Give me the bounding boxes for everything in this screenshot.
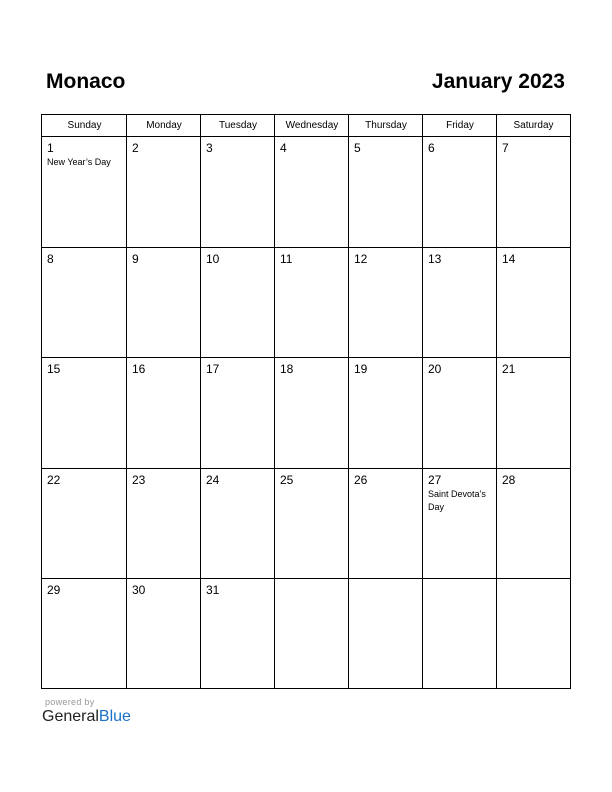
day-number: 14 [502,252,516,266]
day-cell [423,358,497,469]
weekday-header-tuesday: Tuesday [219,120,257,131]
day-number: 30 [132,583,146,597]
weekday-header-wednesday: Wednesday [285,120,339,131]
empty-day-cell [349,579,423,688]
day-number: 19 [354,362,368,376]
day-cell [497,469,570,579]
day-cell [349,358,423,469]
day-cell [275,358,349,469]
day-cell [42,358,127,469]
day-cell [275,469,349,579]
weekday-header-saturday: Saturday [513,120,554,131]
day-cell [42,248,127,358]
day-number: 17 [206,362,220,376]
day-number: 6 [428,141,435,155]
day-number: 31 [206,583,220,597]
empty-day-cell [275,579,349,688]
day-number: 12 [354,252,368,266]
day-cell [275,248,349,358]
day-cell [497,248,570,358]
month-year-title: January 2023 [431,70,565,93]
day-number: 11 [280,252,293,266]
day-number: 13 [428,252,442,266]
day-cell [42,579,127,688]
day-cell [275,137,349,248]
day-number: 7 [502,141,509,155]
day-cell [497,137,570,248]
day-cell [423,137,497,248]
day-number: 1 [47,141,54,155]
day-cell [201,248,275,358]
day-number: 29 [47,583,61,597]
day-cell [349,469,423,579]
empty-day-cell [497,579,570,688]
weekday-header-thursday: Thursday [365,120,407,131]
day-cell [349,248,423,358]
day-cell [127,358,201,469]
day-cell [201,579,275,688]
day-cell [201,358,275,469]
brand-blue-text: Blue [98,708,131,725]
weekday-header-sunday: Sunday [67,120,102,131]
day-number: 3 [206,141,213,155]
day-number: 10 [206,252,220,266]
day-cell [127,137,201,248]
day-number: 26 [354,473,368,487]
day-cell [349,137,423,248]
day-number: 23 [132,473,146,487]
day-cell [127,469,201,579]
calendar-grid [41,114,571,689]
powered-by-label: powered by [45,697,95,707]
day-number: 20 [428,362,442,376]
holiday-label: New Year’s Day [47,157,111,167]
day-cell [201,137,275,248]
generalblue-logo [42,708,131,726]
day-cell [201,469,275,579]
day-cell [423,248,497,358]
weekday-header-monday: Monday [146,120,182,131]
day-number: 28 [502,473,516,487]
day-number: 4 [280,141,287,155]
empty-day-cell [423,579,497,688]
day-number: 22 [47,473,61,487]
day-cell [127,248,201,358]
day-cell [42,137,127,248]
weekday-header-row [42,115,570,137]
day-cell [497,358,570,469]
brand-general-text: General [42,708,99,725]
holiday-label: Saint Devota’s Day [428,489,486,512]
day-cell [42,469,127,579]
day-number: 2 [132,141,139,155]
day-number: 8 [47,252,54,266]
day-number: 16 [132,362,146,376]
country-title: Monaco [46,70,126,93]
day-number: 9 [132,252,139,266]
day-number: 27 [428,473,442,487]
day-cell [423,469,497,579]
day-number: 18 [280,362,294,376]
day-number: 25 [280,473,294,487]
weekday-header-friday: Friday [446,120,474,131]
day-number: 5 [354,141,361,155]
day-number: 21 [502,362,516,376]
day-cell [127,579,201,688]
day-number: 15 [47,362,61,376]
day-number: 24 [206,473,220,487]
